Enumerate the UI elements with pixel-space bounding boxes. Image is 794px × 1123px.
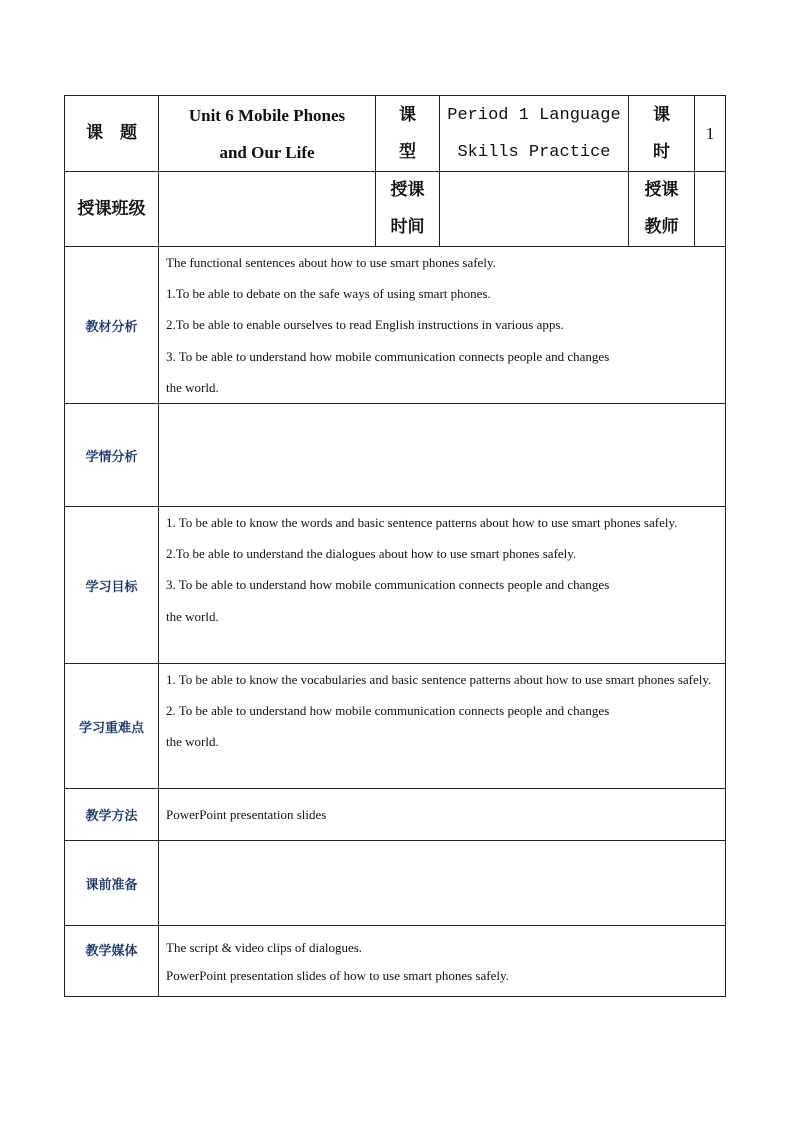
objectives-line-3: 3. To be able to understand how mobile communication connects people and changes xyxy=(166,577,610,593)
students-content xyxy=(159,404,726,507)
section-row-methods xyxy=(65,789,726,841)
type-label-cell xyxy=(376,96,440,172)
materials-line-3: 2.To be able to enable ourselves to read English instructions in various apps. xyxy=(166,317,564,333)
key-points-line-2: 2. To be able to understand how mobile communication connects people and changes xyxy=(166,703,610,719)
topic-label: 课 题 xyxy=(86,123,137,143)
hours-value-cell xyxy=(695,96,726,172)
teacher-label-line-2: 教师 xyxy=(644,217,679,237)
students-label: 学情分析 xyxy=(65,404,159,507)
hours-label-line-1: 课 xyxy=(653,104,670,125)
section-row-materials xyxy=(65,247,726,404)
teacher-label-line-1: 授课 xyxy=(644,180,679,200)
objectives-label: 学习目标 xyxy=(65,507,159,664)
time-label-cell xyxy=(376,172,440,247)
hours-value: 1 xyxy=(705,123,715,143)
section-row-students xyxy=(65,404,726,507)
preparation-content xyxy=(159,841,726,926)
topic-value-cell xyxy=(159,96,376,172)
materials-line-2: 1.To be able to debate on the safe ways of using smart phones. xyxy=(166,286,491,302)
type-value-cell xyxy=(440,96,629,172)
type-value-line-1: Period 1 Language xyxy=(447,105,621,125)
hours-label-line-2: 时 xyxy=(653,141,670,162)
objectives-content xyxy=(159,507,726,664)
media-label: 教学媒体 xyxy=(65,926,159,997)
key-points-line-1: 1. To be able to know the vocabularies and basic sentence patterns about how to use smart phones safely. xyxy=(166,672,712,688)
key-points-label: 学习重难点 xyxy=(65,664,159,789)
methods-content xyxy=(159,789,726,841)
objectives-line-4: the world. xyxy=(166,608,219,624)
materials-label: 教材分析 xyxy=(65,247,159,404)
time-label-line-2: 时间 xyxy=(390,217,425,237)
objectives-line-1: 1. To be able to know the words and basic sentence patterns about how to use smart phones safely. xyxy=(166,515,678,531)
section-row-key-points xyxy=(65,664,726,789)
objectives-line-2: 2.To be able to understand the dialogues about how to use smart phones safely. xyxy=(166,546,577,562)
header-row-class xyxy=(65,172,726,247)
type-value-line-2: Skills Practice xyxy=(457,142,611,162)
topic-value-line-1: Unit 6 Mobile Phones xyxy=(188,105,346,125)
topic-label-cell xyxy=(65,96,159,172)
teacher-value-cell xyxy=(695,172,726,247)
section-row-preparation xyxy=(65,841,726,926)
time-value-cell xyxy=(440,172,629,247)
section-row-objectives xyxy=(65,507,726,664)
topic-value-line-2: and Our Life xyxy=(219,142,315,162)
methods-line-1: PowerPoint presentation slides xyxy=(166,807,327,823)
lesson-plan-table xyxy=(64,95,726,997)
hours-label-cell xyxy=(629,96,695,172)
preparation-label: 课前准备 xyxy=(65,841,159,926)
time-label-line-1: 授课 xyxy=(390,180,425,200)
class-label: 授课班级 xyxy=(77,198,146,219)
media-content xyxy=(159,926,726,997)
media-line-2: PowerPoint presentation slides of how to use smart phones safely. xyxy=(166,968,509,984)
materials-line-5: the world. xyxy=(166,379,219,395)
teacher-label-cell xyxy=(629,172,695,247)
key-points-line-3: the world. xyxy=(166,734,219,750)
section-row-media xyxy=(65,926,726,997)
header-row-topic xyxy=(65,96,726,172)
class-value-cell xyxy=(159,172,376,247)
methods-label: 教学方法 xyxy=(65,789,159,841)
media-line-1: The script & video clips of dialogues. xyxy=(166,940,363,956)
materials-line-1: The functional sentences about how to use smart phones safely. xyxy=(166,255,496,270)
materials-content xyxy=(159,247,726,404)
materials-line-4: 3. To be able to understand how mobile communication connects people and changes xyxy=(166,348,610,364)
key-points-content xyxy=(159,664,726,789)
class-label-cell xyxy=(65,172,159,247)
type-label-line-2: 型 xyxy=(399,141,416,162)
type-label-line-1: 课 xyxy=(399,104,416,125)
